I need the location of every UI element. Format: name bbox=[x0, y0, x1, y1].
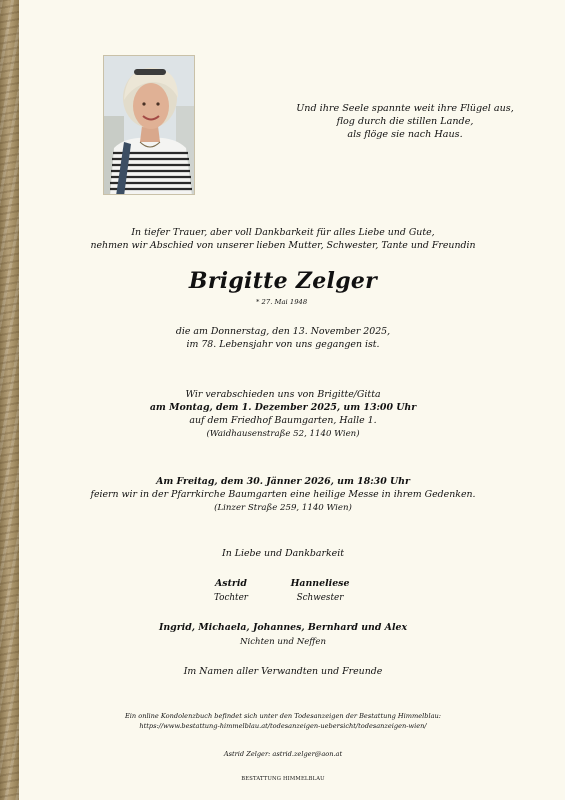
decorative-border bbox=[0, 0, 19, 800]
mourner-relation-2: Schwester bbox=[296, 593, 344, 603]
funeral-intro: Wir verabschieden uns von Brigitte/Gitta bbox=[185, 389, 381, 400]
mourner-name-2: Hanneliese bbox=[290, 578, 350, 589]
condolence-url[interactable]: https://www.bestattung-himmelblau.at/todesanzeigen-uebersicht/todesanzeigen-wien/ bbox=[139, 722, 427, 730]
death-line-1: die am Donnerstag, den 13. November 2025, bbox=[175, 326, 391, 337]
mourners-closing: Im Namen aller Verwandten und Freunde bbox=[183, 666, 383, 677]
mourner-group-names: Ingrid, Michaela, Johannes, Bernhard und Alex bbox=[158, 622, 408, 633]
death-line-2: im 78. Lebensjahr von uns gegangen ist. bbox=[186, 339, 380, 350]
portrait-illustration bbox=[104, 56, 195, 195]
mass-address: (Linzer Straße 259, 1140 Wien) bbox=[214, 503, 352, 513]
funeral-date: am Montag, dem 1. Dezember 2025, um 13:00 Uhr bbox=[149, 402, 417, 413]
mourner-relation-1: Tochter bbox=[213, 593, 249, 603]
funeral-address: (Waidhausenstraße 52, 1140 Wien) bbox=[206, 429, 360, 439]
mourners-intro: In Liebe und Dankbarkeit bbox=[222, 548, 344, 559]
mourner-name-1: Astrid bbox=[215, 578, 247, 589]
contact-email[interactable]: Astrid Zelger: astrid.zelger@aon.at bbox=[223, 750, 343, 758]
poem-line-2: flog durch die stillen Lande, bbox=[336, 116, 474, 127]
company-name: BESTATTUNG HIMMELBLAU bbox=[241, 776, 325, 782]
mourner-group-relation: Nichten und Neffen bbox=[239, 637, 327, 647]
poem-line-3: als flöge sie nach Haus. bbox=[347, 129, 463, 140]
birth-date: * 27. Mai 1948 bbox=[256, 298, 308, 306]
funeral-place: auf dem Friedhof Baumgarten, Halle 1. bbox=[189, 415, 377, 426]
portrait-photo bbox=[103, 55, 195, 195]
mass-date: Am Freitag, dem 30. Jänner 2026, um 18:30 Uhr bbox=[156, 476, 410, 487]
condolence-line: Ein online Kondolenzbuch befindet sich unter den Todesanzeigen der Bestattung Himmelblau: bbox=[124, 712, 442, 720]
mass-text: feiern wir in der Pfarrkirche Baumgarten eine heilige Messe in ihrem Gedenken. bbox=[90, 489, 476, 500]
poem-line-1: Und ihre Seele spannte weit ihre Flügel aus, bbox=[296, 103, 514, 114]
intro-line-1: In tiefer Trauer, aber voll Dankbarkeit für alles Liebe und Gute, bbox=[131, 227, 435, 238]
intro-line-2: nehmen wir Abschied von unserer lieben Mutter, Schwester, Tante und Freundin bbox=[90, 240, 476, 251]
deceased-name: Brigitte Zelger bbox=[188, 268, 378, 294]
